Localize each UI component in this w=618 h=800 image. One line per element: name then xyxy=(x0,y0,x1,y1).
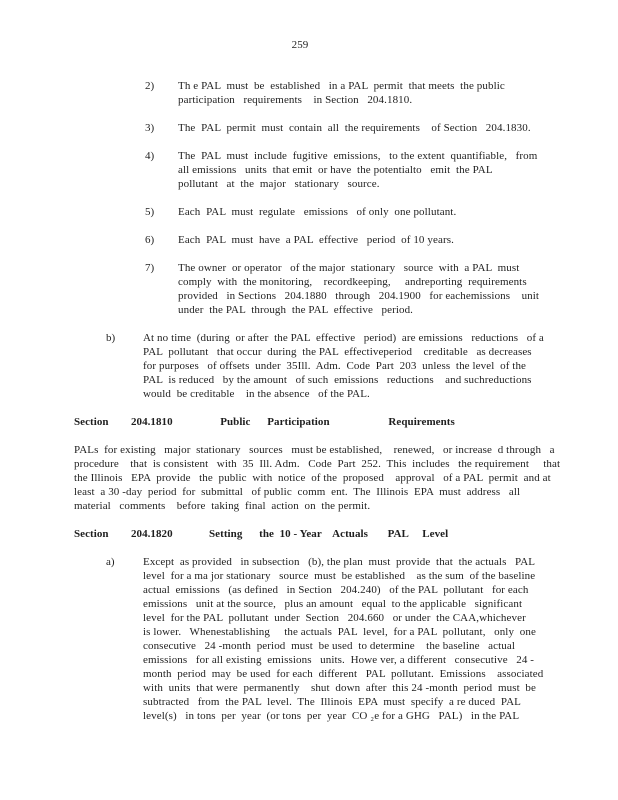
text-line: subtracted from the PAL level. The Illinois EPA must specify a re duced PAL xyxy=(143,696,521,708)
text-line: for purposes of offsets under 35Ill. Adm. Code Part 203 unless the level of the xyxy=(143,360,527,372)
item-body xyxy=(178,233,618,247)
list-item-3 xyxy=(74,121,618,135)
text-line: PALs for existing major stationary sources must be established, renewed, or increase d through a xyxy=(74,444,555,456)
item-label: 6) xyxy=(145,234,155,246)
list-item-a xyxy=(74,555,618,723)
item-label: 5) xyxy=(145,206,155,218)
item-label: b) xyxy=(106,332,116,344)
text-line: The PAL must include fugitive emissions, to the extent quantifiable, from xyxy=(178,150,538,162)
list-item-4 xyxy=(74,149,618,191)
text-line: Except as provided in subsection (b), the plan must provide that the actuals PAL xyxy=(143,556,536,568)
text-line: emissions unit at the source, plus an amount equal to the applicable significant xyxy=(143,598,523,610)
item-body xyxy=(178,205,618,219)
text-line: level for the PAL pollutant under Section 204.660 or under the CAA,whichever xyxy=(143,612,526,624)
text-line: comply with the monitoring, recordkeeping, andreporting requirements xyxy=(178,276,527,288)
list-item-2 xyxy=(74,79,618,107)
item-label: 3) xyxy=(145,122,155,134)
item-body xyxy=(178,79,618,107)
section-heading xyxy=(74,415,618,429)
text-line: PAL pollutant that occur during the PAL effectiveperiod creditable as decreases xyxy=(143,346,532,358)
text-line: Each PAL must regulate emissions of only one pollutant. xyxy=(178,206,457,218)
list-item-7 xyxy=(74,261,618,317)
text-line: all emissions units that emit or have the potentialto emit the PAL xyxy=(178,164,493,176)
doc-blocks xyxy=(74,79,618,737)
text-line: Section 204.1810 Public Participation Requirements xyxy=(74,416,455,428)
item-label: 2) xyxy=(145,80,155,92)
text-line: provided in Sections 204.1880 through 204.1900 for eachemissions unit xyxy=(178,290,540,302)
list-item-6 xyxy=(74,233,618,247)
item-body xyxy=(178,121,618,135)
text-line: level for a ma jor stationary source must be established as the sum of the baseline xyxy=(143,570,536,582)
text-line: consecutive 24 -month period must be used to determine the baseline actual xyxy=(143,640,516,652)
item-body xyxy=(178,261,618,317)
text-line: actual emissions (as defined in Section 204.240) of the PAL pollutant for each xyxy=(143,584,529,596)
item-body xyxy=(178,149,618,191)
text-line: under the PAL through the PAL effective period. xyxy=(178,304,414,316)
item-body xyxy=(143,331,618,401)
text-line: with units that were permanently shut down after this 24 -month period must be xyxy=(143,682,537,694)
list-item-b xyxy=(74,331,618,401)
section-heading xyxy=(74,527,618,541)
text-line: participation requirements in Section 204.1810. xyxy=(178,94,413,106)
text-line: At no time (during or after the PAL effective period) are emissions reductions of a xyxy=(143,332,544,344)
item-label: 7) xyxy=(145,262,155,274)
page-number: 259 xyxy=(291,39,309,51)
item-label: a) xyxy=(106,556,115,568)
paragraph xyxy=(74,443,618,513)
text-line: The owner or operator of the major stationary source with a PAL must xyxy=(178,262,520,274)
text-line: The PAL permit must contain all the requirements of Section 204.1830. xyxy=(178,122,531,134)
item-body xyxy=(143,555,618,723)
text-line: Th e PAL must be established in a PAL permit that meets the public xyxy=(178,80,505,92)
text-line: the Illinois EPA provide the public with notice of the proposed approval of a PAL permit and at xyxy=(74,472,551,484)
text-line: material comments before taking final action on the permit. xyxy=(74,500,371,512)
text-line: pollutant at the major stationary source. xyxy=(178,178,380,190)
text-line: month period may be used for each different PAL pollutant. Emissions associated xyxy=(143,668,544,680)
text-line: least a 30 -day period for submittal of public comm ent. The Illinois EPA must address all xyxy=(74,486,521,498)
text-line: Section 204.1820 Setting the 10 - Year Actuals PAL Level xyxy=(74,528,449,540)
text-line: would be creditable in the absence of the PAL. xyxy=(143,388,370,400)
text-line: PAL is reduced by the amount of such emissions reductions and suchreductions xyxy=(143,374,532,386)
list-item-5 xyxy=(74,205,618,219)
text-line: procedure that is consistent with 35 Ill. Adm. Code Part 252. This includes the requirement that xyxy=(74,458,561,470)
text-line: emissions for all existing emissions units. Howe ver, a different consecutive 24 - xyxy=(143,654,535,666)
item-label: 4) xyxy=(145,150,155,162)
text-line: is lower. Whenestablishing the actuals PAL level, for a PAL pollutant, only one xyxy=(143,626,536,638)
text-line: level(s) in tons per year (or tons per year CO ₂e for a GHG PAL) in the PAL xyxy=(143,710,520,722)
text-line: Each PAL must have a PAL effective period of 10 years. xyxy=(178,234,454,246)
